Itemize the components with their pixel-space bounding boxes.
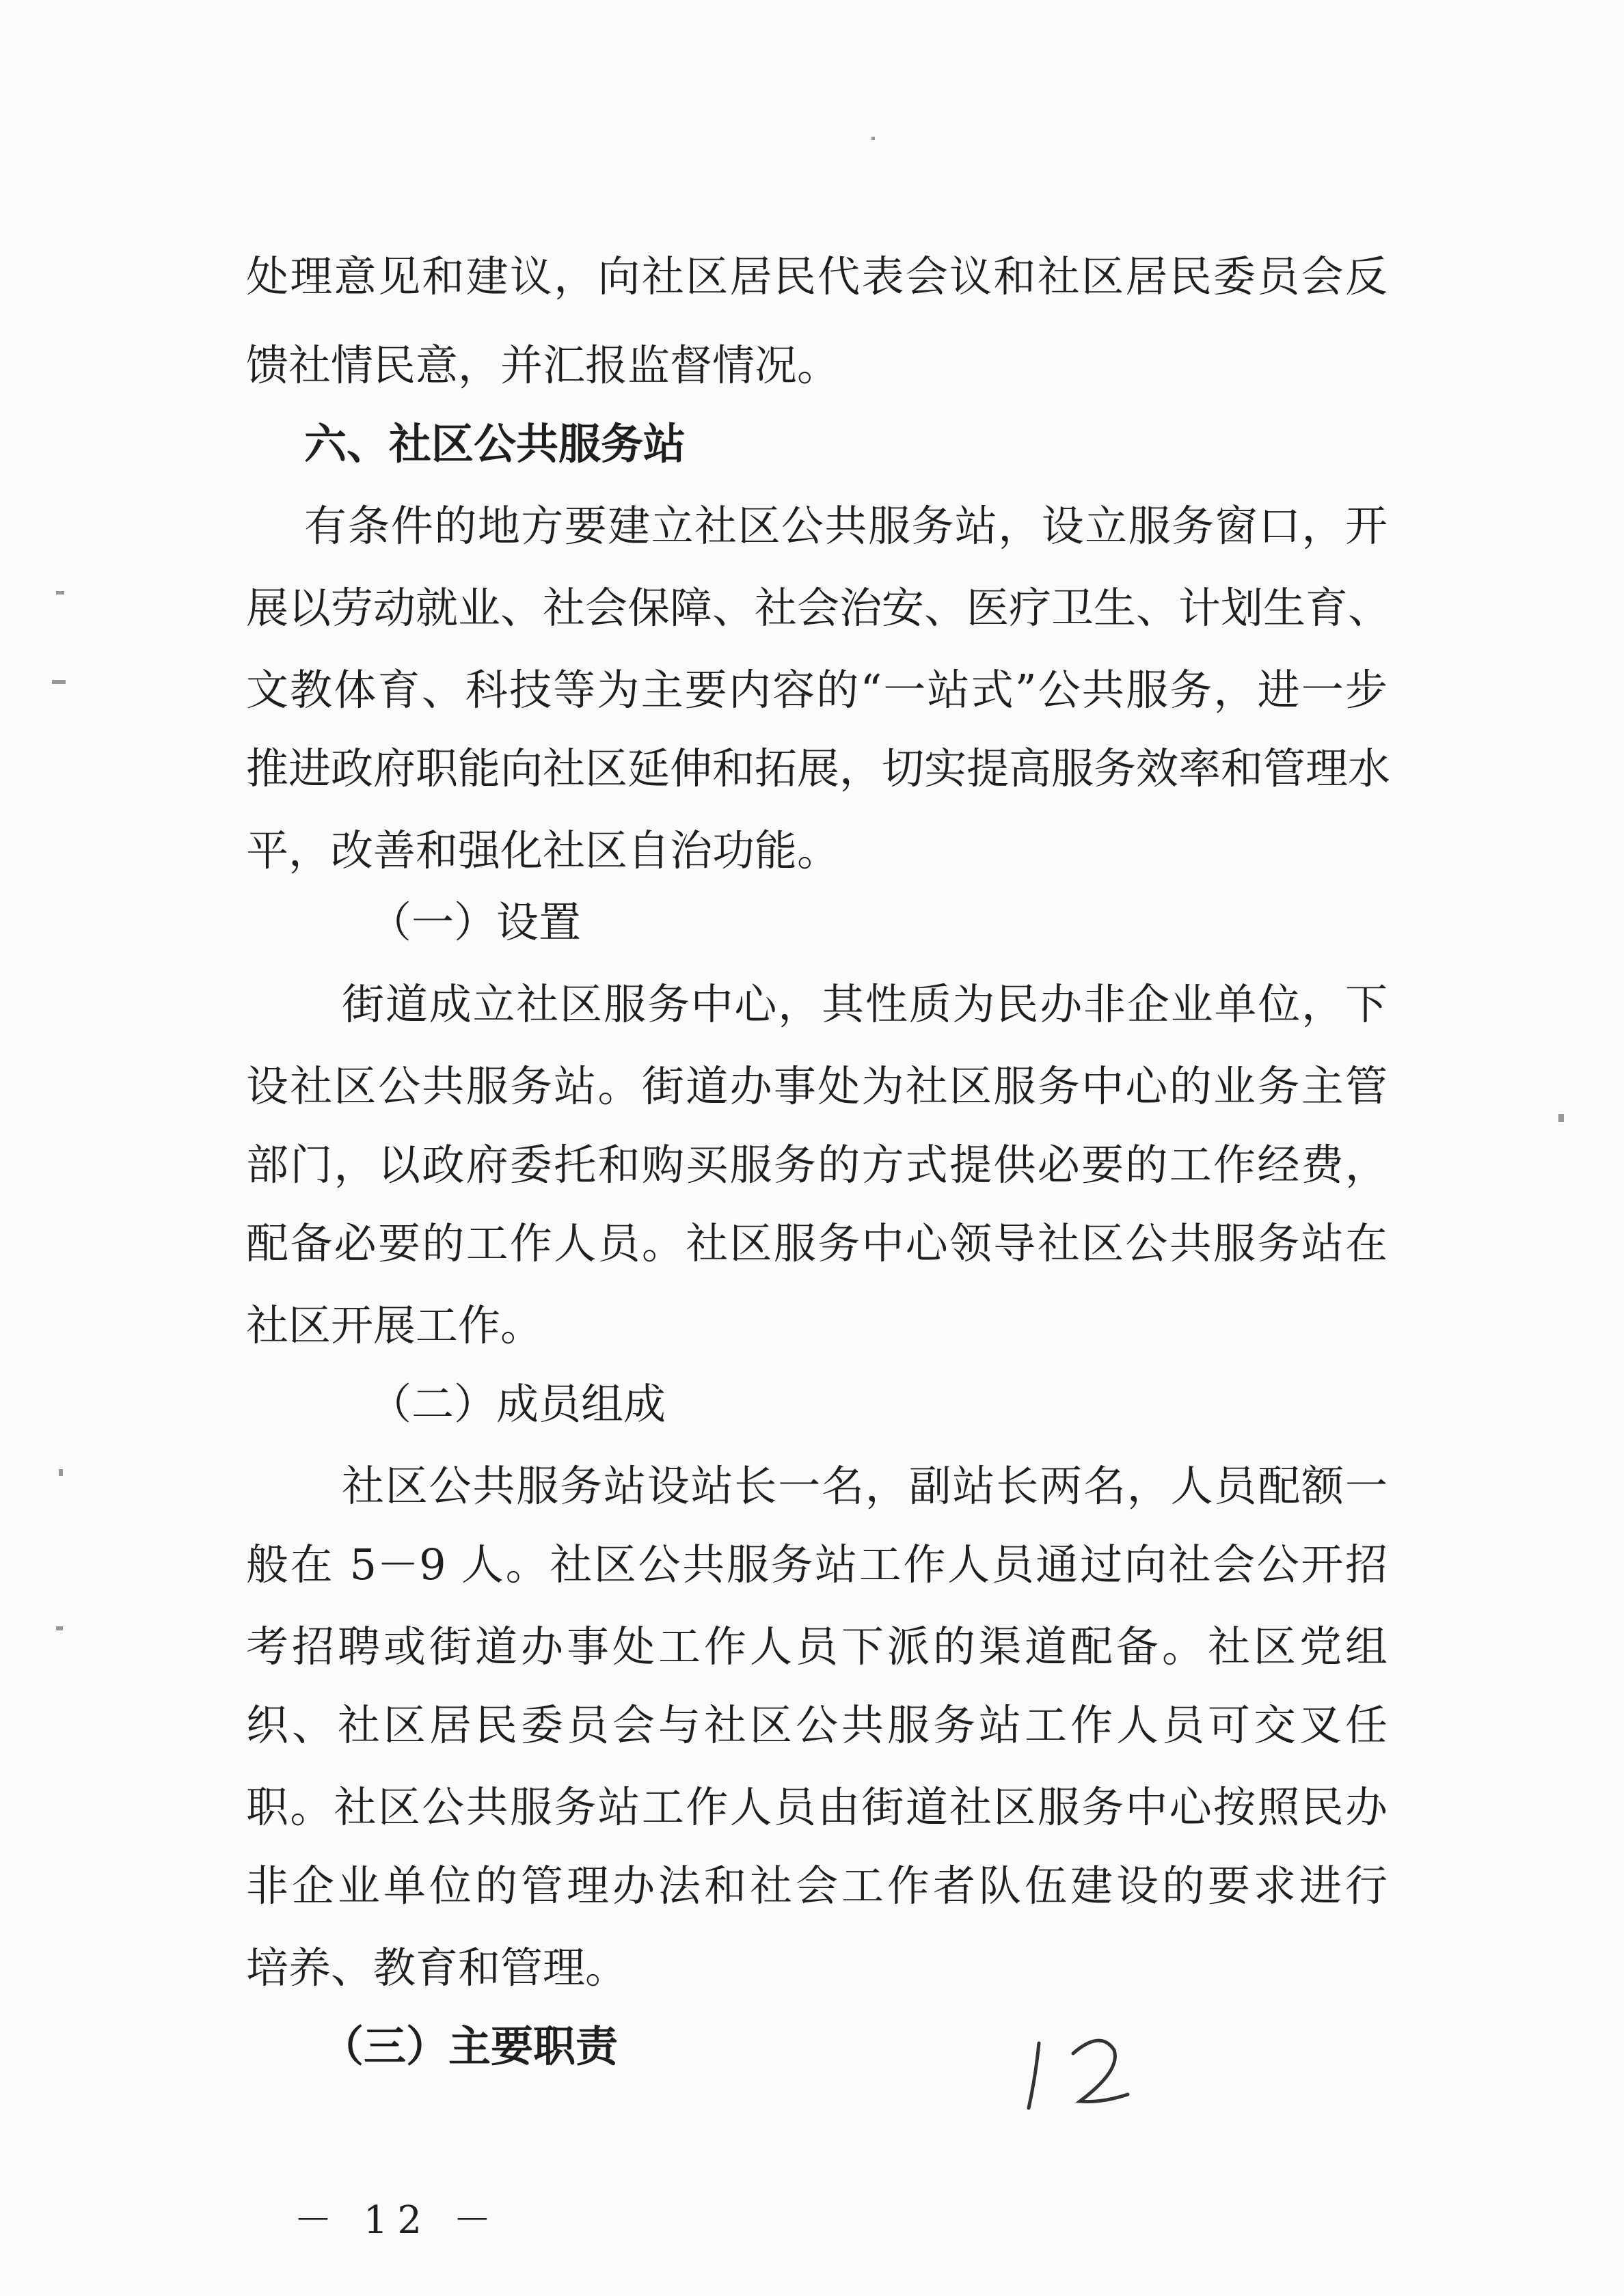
scan-speck — [52, 680, 66, 684]
body-line: 织、社区居民委员会与社区公共服务站工作人员可交叉任 — [246, 1700, 1388, 1750]
handwritten-page-number — [1012, 2023, 1162, 2125]
body-line: 部门，以政府委托和购买服务的方式提供必要的工作经费， — [246, 1140, 1388, 1190]
body-line: 般在 5－9 人。社区公共服务站工作人员通过向社会公开招 — [246, 1540, 1388, 1589]
body-line: 馈社情民意，并汇报监督情况。 — [246, 340, 840, 390]
scan-speck — [56, 1626, 63, 1630]
subsection-heading: （三）主要职责 — [321, 2021, 619, 2071]
scan-speck — [59, 1469, 63, 1476]
body-line: 培养、教育和管理。 — [246, 1943, 628, 1993]
body-line: 有条件的地方要建立社区公共服务站，设立服务窗口，开 — [304, 501, 1388, 551]
body-line: 平，改善和强化社区自治功能。 — [246, 825, 840, 875]
page-number: － 12 － — [294, 2198, 501, 2243]
scan-speck — [1558, 1114, 1564, 1122]
body-line: 文教体育、科技等为主要内容的“一站式”公共服务，进一步 — [246, 665, 1388, 715]
body-line: 设社区公共服务站。街道办事处为社区服务中心的业务主管 — [246, 1061, 1388, 1111]
body-line: 考招聘或街道办事处工作人员下派的渠道配备。社区党组 — [246, 1622, 1388, 1671]
body-line: 街道成立社区服务中心，其性质为民办非企业单位，下 — [342, 979, 1388, 1029]
subsection-heading: （二）成员组成 — [369, 1379, 666, 1429]
body-line: 非企业单位的管理办法和社会工作者队伍建设的要求进行 — [246, 1861, 1388, 1911]
subsection-heading: （一）设置 — [369, 897, 582, 947]
body-line: 推进政府职能向社区延伸和拓展，切实提高服务效率和管理水 — [246, 743, 1391, 793]
section-heading: 六、社区公共服务站 — [304, 419, 686, 469]
body-line: 社区公共服务站设站长一名，副站长两名，人员配额一 — [342, 1461, 1388, 1511]
body-line: 社区开展工作。 — [246, 1300, 543, 1350]
scan-speck — [871, 137, 875, 140]
body-line: 配备必要的工作人员。社区服务中心领导社区公共服务站在 — [246, 1218, 1388, 1268]
body-line: 处理意见和建议，向社区居民代表会议和社区居民委员会反 — [246, 251, 1388, 301]
scan-speck — [56, 591, 64, 594]
body-line: 展以劳动就业、社会保障、社会治安、医疗卫生、计划生育、 — [246, 583, 1391, 633]
body-line: 职。社区公共服务站工作人员由街道社区服务中心按照民办 — [246, 1782, 1388, 1832]
